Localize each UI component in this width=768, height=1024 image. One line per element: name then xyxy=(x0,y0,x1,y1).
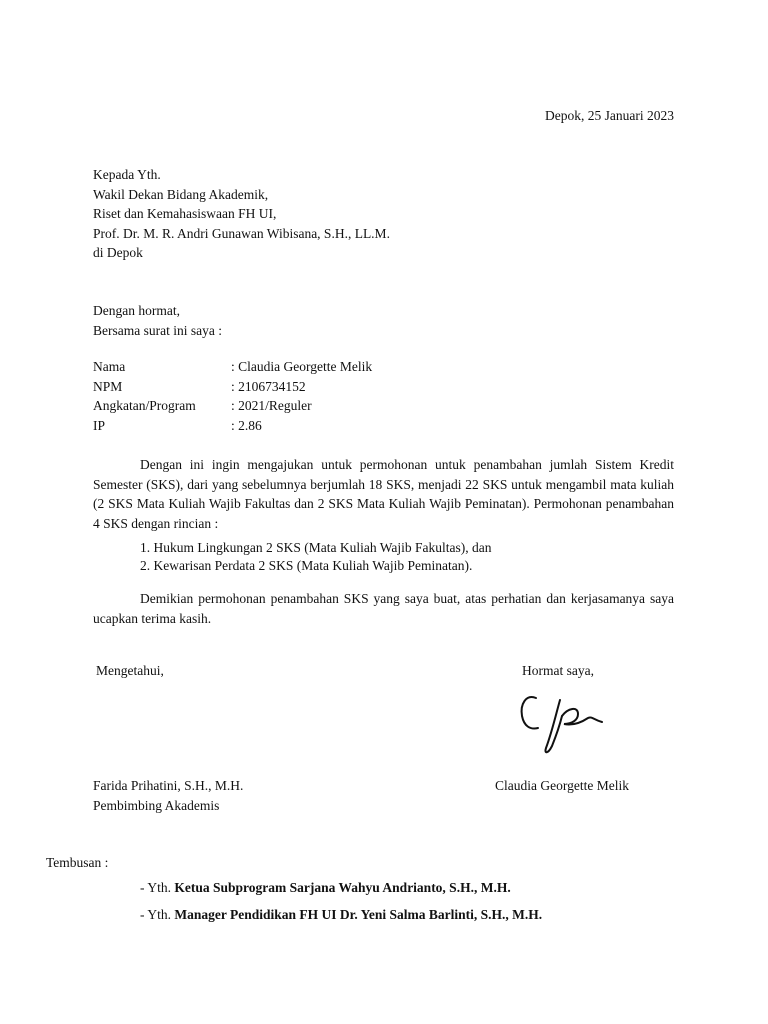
cc-prefix: - Yth. xyxy=(140,907,175,922)
recipient-line: Wakil Dekan Bidang Akademik, xyxy=(93,186,269,202)
salutation: Dengan hormat, xyxy=(93,303,180,318)
list-item: 1. Hukum Lingkungan 2 SKS (Mata Kuliah Wajib Fakultas), dan xyxy=(140,540,492,555)
left-signatory xyxy=(93,776,243,815)
body-paragraph: Dengan ini ingin mengajukan untuk permohonan untuk penambahan jumlah Sistem Kredit Semester (SKS), dari yang sebelumnya berjumlah 18 SKS, menjadi 22 SKS untuk mengambil mata kuliah (2 SKS Mata Kuliah Wajib Fakultas dan 2 SKS Mata Kuliah Wajib Peminatan). Permohonan penambahan 4 SKS dengan rincian : xyxy=(93,457,674,531)
right-signature-heading: Hormat saya, xyxy=(522,663,594,678)
handwritten-signature xyxy=(516,690,608,762)
list-item: 2. Kewarisan Perdata 2 SKS (Mata Kuliah Wajib Peminatan). xyxy=(140,557,473,573)
field-row-name xyxy=(93,357,372,377)
letter-date: Depok, 25 Januari 2023 xyxy=(545,108,674,123)
cc-item xyxy=(140,905,542,925)
field-label: IP xyxy=(93,417,106,433)
recipient-line: Riset dan Kemahasiswaan FH UI, xyxy=(93,206,277,221)
field-label: Angkatan/Program xyxy=(93,398,196,413)
right-signatory-name: Claudia Georgette Melik xyxy=(495,778,629,793)
course-list xyxy=(140,538,492,573)
student-fields xyxy=(93,357,372,435)
recipient-line: Prof. Dr. M. R. Andri Gunawan Wibisana, S.H., LL.M. xyxy=(93,225,390,241)
recipient-line: di Depok xyxy=(93,245,143,260)
cc-prefix: - Yth. xyxy=(140,880,175,895)
cc-item xyxy=(140,878,511,898)
cc-name: Ketua Subprogram Sarjana Wahyu Andrianto, S.H., M.H. xyxy=(174,880,511,895)
recipient-block xyxy=(93,165,390,263)
intro-line: Bersama surat ini saya : xyxy=(93,322,222,338)
field-row-program xyxy=(93,396,372,416)
field-value: : 2021/Reguler xyxy=(231,398,312,413)
field-label: Nama xyxy=(93,359,126,374)
cc-name: Manager Pendidikan FH UI Dr. Yeni Salma Barlinti, S.H., M.H. xyxy=(174,907,543,922)
field-value: : Claudia Georgette Melik xyxy=(231,359,373,374)
greeting-block xyxy=(93,301,222,340)
field-value: : 2.86 xyxy=(231,417,262,433)
left-signatory-role: Pembimbing Akademis xyxy=(93,797,220,813)
field-label: NPM xyxy=(93,378,123,394)
closing-paragraph: Demikian permohonan penambahan SKS yang saya buat, atas perhatian dan kerjasamanya saya ucapkan terima kasih. xyxy=(93,591,674,626)
left-signatory-name: Farida Prihatini, S.H., M.H. xyxy=(93,778,244,793)
cc-title: Tembusan : xyxy=(46,855,109,870)
field-value: : 2106734152 xyxy=(231,378,306,394)
left-signature-heading: Mengetahui, xyxy=(96,663,164,678)
recipient-line: Kepada Yth. xyxy=(93,167,161,182)
field-row-npm xyxy=(93,377,372,397)
field-row-ip xyxy=(93,416,372,436)
